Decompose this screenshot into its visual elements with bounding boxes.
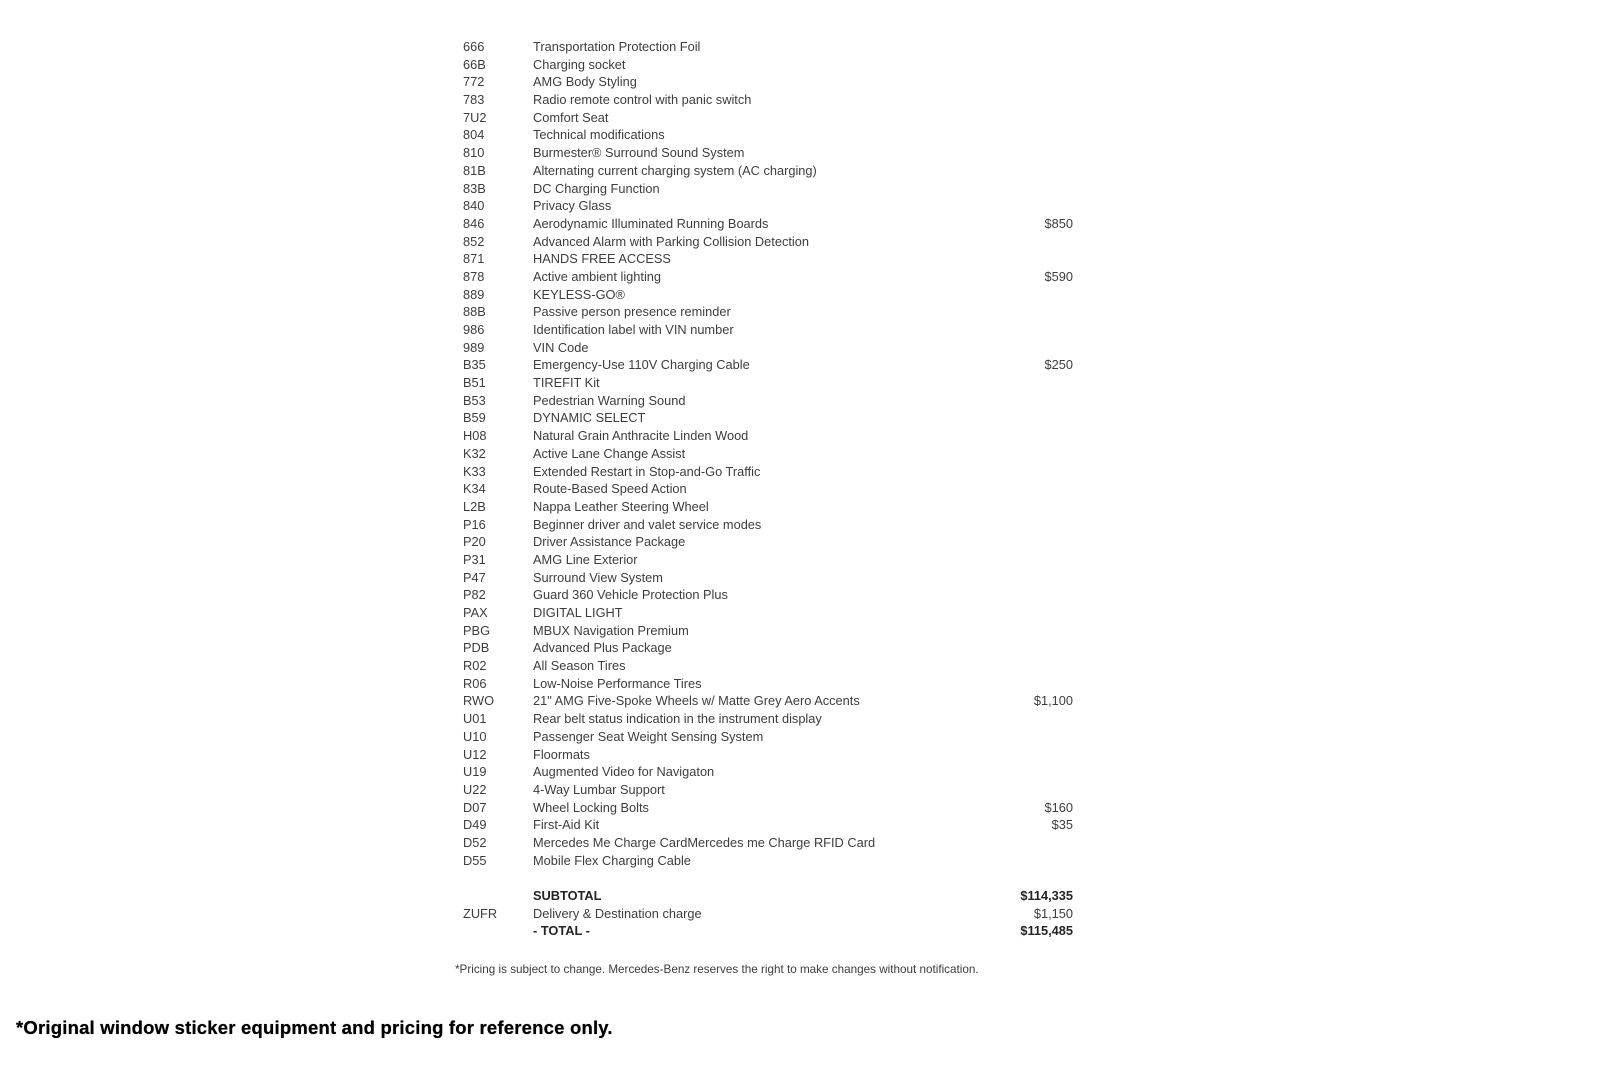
destination-charge-row bbox=[463, 905, 1073, 923]
pricing-disclaimer: *Pricing is subject to change. Mercedes-Benz reserves the right to make changes without notification. bbox=[455, 963, 979, 976]
option-description: Privacy Glass bbox=[533, 198, 612, 214]
option-code: 83B bbox=[463, 180, 486, 196]
option-description: Advanced Plus Package bbox=[533, 640, 672, 656]
option-price bbox=[963, 586, 1073, 604]
total-code-blank bbox=[463, 922, 533, 940]
option-price: $1,100 bbox=[1033, 693, 1073, 709]
option-code: RWO bbox=[463, 693, 495, 709]
subtotal-label: SUBTOTAL bbox=[533, 888, 602, 903]
option-code: R06 bbox=[463, 675, 487, 691]
option-description: First-Aid Kit bbox=[533, 817, 600, 833]
option-row bbox=[463, 657, 1073, 675]
option-row bbox=[463, 427, 1073, 445]
option-row bbox=[463, 675, 1073, 693]
option-code: P82 bbox=[463, 587, 486, 603]
option-description: Surround View System bbox=[533, 569, 663, 585]
option-row bbox=[463, 728, 1073, 746]
option-code: K32 bbox=[463, 445, 486, 461]
option-row bbox=[463, 533, 1073, 551]
option-description: 21" AMG Five-Spoke Wheels w/ Matte Grey Aero Accents bbox=[533, 693, 860, 709]
total-value: $115,485 bbox=[1020, 923, 1073, 939]
option-code: 986 bbox=[463, 322, 485, 337]
option-price bbox=[963, 162, 1073, 180]
option-row bbox=[463, 162, 1073, 180]
option-code: B35 bbox=[463, 357, 486, 373]
option-row bbox=[463, 233, 1073, 251]
option-price bbox=[963, 463, 1073, 481]
option-description: Floormats bbox=[533, 746, 590, 762]
option-description: 4-Way Lumbar Support bbox=[533, 781, 665, 797]
option-code: B51 bbox=[463, 375, 486, 391]
option-code: P31 bbox=[463, 551, 486, 567]
option-row bbox=[463, 56, 1073, 74]
option-code: P20 bbox=[463, 534, 486, 550]
option-description: Passive person presence reminder bbox=[533, 304, 731, 320]
option-row bbox=[463, 73, 1073, 91]
option-price bbox=[963, 551, 1073, 569]
option-description: Active Lane Change Assist bbox=[533, 445, 686, 461]
option-code: D52 bbox=[463, 834, 487, 850]
option-price bbox=[963, 657, 1073, 675]
option-row bbox=[463, 763, 1073, 781]
option-code: 846 bbox=[463, 215, 485, 231]
option-row bbox=[463, 498, 1073, 516]
option-price bbox=[963, 144, 1073, 162]
option-row bbox=[463, 286, 1073, 304]
option-code: B59 bbox=[463, 410, 486, 426]
option-price bbox=[963, 604, 1073, 622]
option-code: U19 bbox=[463, 764, 487, 780]
option-description: Beginner driver and valet service modes bbox=[533, 516, 762, 532]
option-description: Driver Assistance Package bbox=[533, 534, 686, 550]
option-code: 889 bbox=[463, 286, 485, 302]
option-description: Charging socket bbox=[533, 56, 626, 72]
option-code: 7U2 bbox=[463, 109, 487, 125]
option-row bbox=[463, 781, 1073, 799]
option-description: Advanced Alarm with Parking Collision Detection bbox=[533, 233, 809, 249]
option-description: All Season Tires bbox=[533, 658, 626, 674]
option-code: U22 bbox=[463, 781, 487, 797]
option-row bbox=[463, 463, 1073, 481]
option-description: DC Charging Function bbox=[533, 180, 660, 196]
option-price bbox=[963, 91, 1073, 109]
option-code: U01 bbox=[463, 711, 487, 727]
option-row bbox=[463, 38, 1073, 56]
option-row bbox=[463, 480, 1073, 498]
option-code: 66B bbox=[463, 56, 486, 72]
option-price bbox=[963, 675, 1073, 693]
option-price bbox=[963, 303, 1073, 321]
option-code: 852 bbox=[463, 233, 485, 249]
option-description: VIN Code bbox=[533, 339, 589, 355]
option-description: Transportation Protection Foil bbox=[533, 39, 701, 54]
option-description: KEYLESS-GO® bbox=[533, 286, 625, 302]
option-price: $160 bbox=[1044, 799, 1073, 815]
option-description: Burmester® Surround Sound System bbox=[533, 145, 745, 161]
option-description: Guard 360 Vehicle Protection Plus bbox=[533, 587, 728, 603]
option-description: Emergency-Use 110V Charging Cable bbox=[533, 357, 750, 373]
option-row bbox=[463, 569, 1073, 587]
option-row bbox=[463, 834, 1073, 852]
option-price bbox=[963, 533, 1073, 551]
option-code: K33 bbox=[463, 463, 486, 479]
option-code: R02 bbox=[463, 658, 487, 674]
option-row bbox=[463, 321, 1073, 339]
option-description: Alternating current charging system (AC charging) bbox=[533, 162, 817, 178]
option-row bbox=[463, 374, 1073, 392]
option-price bbox=[963, 109, 1073, 127]
option-row bbox=[463, 91, 1073, 109]
option-price bbox=[963, 321, 1073, 339]
option-price bbox=[963, 781, 1073, 799]
destination-charge-value: $1,150 bbox=[1033, 905, 1073, 921]
option-code: P47 bbox=[463, 569, 486, 585]
option-description: TIREFIT Kit bbox=[533, 375, 600, 391]
option-code: H08 bbox=[463, 428, 487, 444]
option-description: Extended Restart in Stop-and-Go Traffic bbox=[533, 463, 761, 479]
total-row bbox=[463, 922, 1073, 940]
option-price: $250 bbox=[1044, 357, 1073, 373]
subtotal-row bbox=[463, 887, 1073, 905]
option-price: $590 bbox=[1044, 268, 1073, 284]
option-price bbox=[963, 374, 1073, 392]
option-price bbox=[963, 498, 1073, 516]
option-code: 666 bbox=[463, 39, 485, 54]
options-list bbox=[463, 38, 1073, 869]
option-row bbox=[463, 639, 1073, 657]
option-price bbox=[963, 180, 1073, 198]
window-sticker-options-column bbox=[463, 38, 1073, 940]
option-code: 989 bbox=[463, 339, 485, 355]
option-code: 804 bbox=[463, 127, 485, 143]
option-price: $850 bbox=[1044, 215, 1073, 231]
option-row bbox=[463, 551, 1073, 569]
option-price bbox=[963, 763, 1073, 781]
option-description: Active ambient lighting bbox=[533, 268, 662, 284]
option-row bbox=[463, 303, 1073, 321]
option-description: Low-Noise Performance Tires bbox=[533, 675, 702, 691]
option-description: Passenger Seat Weight Sensing System bbox=[533, 728, 764, 744]
option-price bbox=[963, 569, 1073, 587]
option-price bbox=[963, 622, 1073, 640]
option-row bbox=[463, 586, 1073, 604]
option-row bbox=[463, 604, 1073, 622]
option-code: PDB bbox=[463, 640, 490, 656]
option-price bbox=[963, 286, 1073, 304]
option-code: U10 bbox=[463, 728, 487, 744]
option-price bbox=[963, 56, 1073, 74]
option-description: Wheel Locking Bolts bbox=[533, 799, 649, 815]
option-row bbox=[463, 268, 1073, 286]
option-code: B53 bbox=[463, 392, 486, 408]
option-price bbox=[963, 852, 1073, 870]
option-code: 810 bbox=[463, 145, 485, 161]
option-code: 840 bbox=[463, 198, 485, 214]
option-description: Aerodynamic Illuminated Running Boards bbox=[533, 215, 769, 231]
total-label: - TOTAL - bbox=[533, 923, 590, 939]
option-row bbox=[463, 852, 1073, 870]
option-price bbox=[963, 73, 1073, 91]
option-row bbox=[463, 109, 1073, 127]
option-description: Mobile Flex Charging Cable bbox=[533, 852, 691, 868]
option-row bbox=[463, 692, 1073, 710]
option-description: Mercedes Me Charge CardMercedes me Charge RFID Card bbox=[533, 834, 876, 850]
option-price bbox=[963, 728, 1073, 746]
subtotal-code-blank bbox=[463, 887, 533, 905]
option-row bbox=[463, 409, 1073, 427]
option-price bbox=[963, 126, 1073, 144]
option-price bbox=[963, 480, 1073, 498]
option-price bbox=[963, 197, 1073, 215]
destination-charge-code: ZUFR bbox=[463, 905, 498, 921]
option-price bbox=[963, 409, 1073, 427]
option-description: Natural Grain Anthracite Linden Wood bbox=[533, 428, 749, 444]
blank-spacer-row bbox=[463, 869, 1073, 887]
option-description: Identification label with VIN number bbox=[533, 322, 734, 337]
option-price bbox=[963, 427, 1073, 445]
option-code: D55 bbox=[463, 852, 487, 868]
option-row bbox=[463, 445, 1073, 463]
option-row bbox=[463, 356, 1073, 374]
option-price bbox=[963, 339, 1073, 357]
option-code: K34 bbox=[463, 481, 486, 497]
option-description: Route-Based Speed Action bbox=[533, 481, 687, 497]
option-description: Rear belt status indication in the instrument display bbox=[533, 711, 822, 727]
destination-charge-label: Delivery & Destination charge bbox=[533, 905, 702, 921]
option-price bbox=[963, 250, 1073, 268]
option-price bbox=[963, 233, 1073, 251]
option-code: U12 bbox=[463, 746, 487, 762]
option-row bbox=[463, 710, 1073, 728]
subtotal-value: $114,335 bbox=[1020, 888, 1073, 903]
option-row bbox=[463, 746, 1073, 764]
option-price bbox=[963, 38, 1073, 56]
option-description: AMG Body Styling bbox=[533, 74, 637, 90]
option-code: D07 bbox=[463, 799, 487, 815]
option-code: 81B bbox=[463, 162, 486, 178]
option-code: 878 bbox=[463, 268, 485, 284]
option-code: L2B bbox=[463, 498, 486, 514]
option-row bbox=[463, 339, 1073, 357]
option-code: D49 bbox=[463, 817, 487, 833]
option-price bbox=[963, 639, 1073, 657]
option-code: 783 bbox=[463, 92, 485, 108]
option-row bbox=[463, 622, 1073, 640]
reference-only-note: *Original window sticker equipment and pricing for reference only. bbox=[16, 1017, 613, 1038]
option-row bbox=[463, 197, 1073, 215]
option-price: $35 bbox=[1051, 817, 1073, 833]
option-row bbox=[463, 215, 1073, 233]
option-row bbox=[463, 799, 1073, 817]
option-description: DYNAMIC SELECT bbox=[533, 410, 646, 426]
option-code: PAX bbox=[463, 605, 488, 620]
option-code: P16 bbox=[463, 516, 486, 532]
option-row bbox=[463, 144, 1073, 162]
option-description: MBUX Navigation Premium bbox=[533, 622, 689, 638]
option-row bbox=[463, 180, 1073, 198]
option-code: PBG bbox=[463, 622, 491, 638]
option-row bbox=[463, 126, 1073, 144]
option-description: DIGITAL LIGHT bbox=[533, 605, 623, 620]
option-description: Augmented Video for Navigaton bbox=[533, 764, 715, 780]
option-price bbox=[963, 834, 1073, 852]
option-price bbox=[963, 392, 1073, 410]
option-price bbox=[963, 445, 1073, 463]
option-row bbox=[463, 250, 1073, 268]
option-code: 871 bbox=[463, 251, 485, 267]
option-code: 88B bbox=[463, 304, 486, 320]
option-description: Pedestrian Warning Sound bbox=[533, 392, 686, 408]
option-row bbox=[463, 516, 1073, 534]
option-price bbox=[963, 516, 1073, 534]
option-description: Technical modifications bbox=[533, 127, 665, 143]
option-row bbox=[463, 392, 1073, 410]
option-description: Radio remote control with panic switch bbox=[533, 92, 752, 108]
option-description: Nappa Leather Steering Wheel bbox=[533, 498, 709, 514]
option-price bbox=[963, 710, 1073, 728]
option-description: HANDS FREE ACCESS bbox=[533, 251, 671, 267]
option-description: AMG Line Exterior bbox=[533, 551, 638, 567]
option-code: 772 bbox=[463, 74, 485, 90]
option-price bbox=[963, 746, 1073, 764]
option-description: Comfort Seat bbox=[533, 109, 609, 125]
option-row bbox=[463, 816, 1073, 834]
